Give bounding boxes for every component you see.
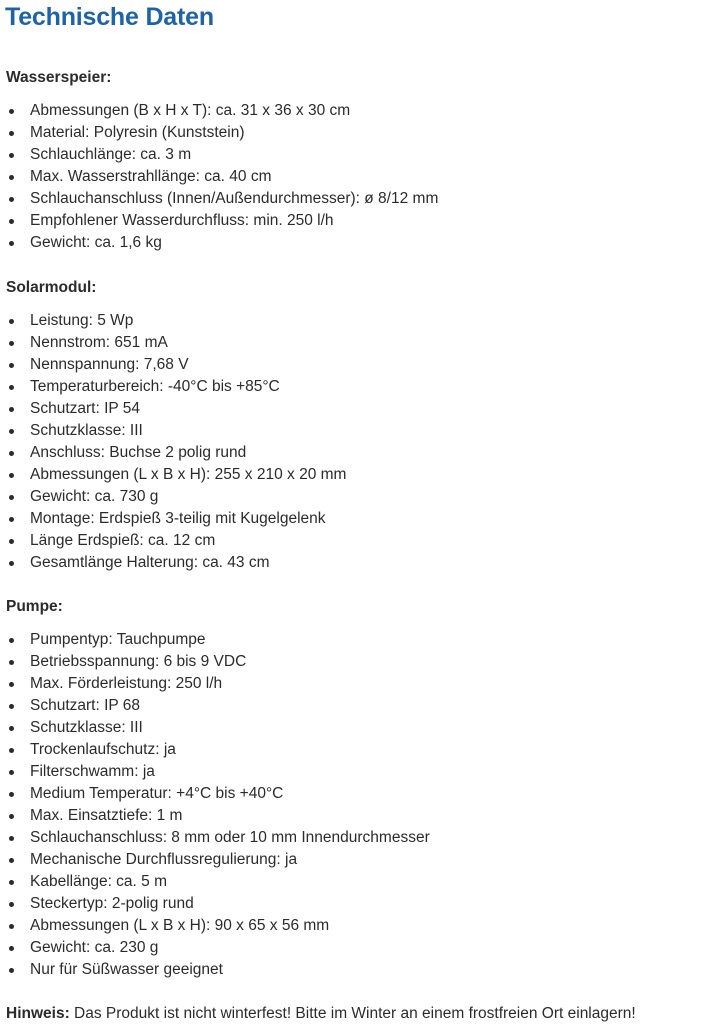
list-item xyxy=(0,122,705,144)
list-item xyxy=(0,310,705,332)
bullet-icon xyxy=(9,319,14,324)
list-item-text: Nennstrom: 651 mA xyxy=(30,334,168,351)
list-item-text: Steckertyp: 2-polig rund xyxy=(30,895,194,912)
list-item xyxy=(0,354,705,376)
list-item-text: Material: Polyresin (Kunststein) xyxy=(30,124,245,141)
list-item xyxy=(0,442,705,464)
list-item-text: Max. Förderleistung: 250 l/h xyxy=(30,675,223,692)
list-item xyxy=(0,144,705,166)
list-item-text: Schlauchanschluss (Innen/Außendurchmesser): ø 8/12 mm xyxy=(30,190,439,207)
section-solarmodul xyxy=(0,277,705,574)
list-item xyxy=(0,893,705,915)
bullet-icon xyxy=(9,770,14,775)
bullet-icon xyxy=(9,682,14,687)
hint-label: Hinweis: xyxy=(6,1005,70,1022)
list-item xyxy=(0,783,705,805)
bullet-icon xyxy=(9,451,14,456)
list-item xyxy=(0,552,705,574)
bullet-icon xyxy=(9,429,14,434)
section-heading: Solarmodul: xyxy=(6,279,97,296)
bullet-icon xyxy=(9,407,14,412)
list-item xyxy=(0,695,705,717)
list-item-text: Trockenlaufschutz: ja xyxy=(30,741,176,758)
list-item xyxy=(0,376,705,398)
bullet-icon xyxy=(9,131,14,136)
list-item xyxy=(0,937,705,959)
list-item xyxy=(0,849,705,871)
list-item xyxy=(0,100,705,122)
bullet-icon xyxy=(9,880,14,885)
list-item-text: Pumpentyp: Tauchpumpe xyxy=(30,631,206,648)
list-item-text: Schutzklasse: III xyxy=(30,719,143,736)
bullet-icon xyxy=(9,704,14,709)
section-pumpe xyxy=(0,596,705,981)
list-item xyxy=(0,871,705,893)
hint-text: Das Produkt ist nicht winterfest! Bitte im Winter an einem frostfreien Ort einlagern! xyxy=(69,1005,636,1022)
bullet-icon xyxy=(9,924,14,929)
bullet-icon xyxy=(9,968,14,973)
list-item xyxy=(0,530,705,552)
bullet-icon xyxy=(9,792,14,797)
list-item-text: Medium Temperatur: +4°C bis +40°C xyxy=(30,785,284,802)
list-item-text: Filterschwamm: ja xyxy=(30,763,155,780)
list-item-text: Schlauchanschluss: 8 mm oder 10 mm Innendurchmesser xyxy=(30,829,430,846)
list-item-text: Montage: Erdspieß 3-teilig mit Kugelgelenk xyxy=(30,510,326,527)
list-item-text: Mechanische Durchflussregulierung: ja xyxy=(30,851,298,868)
bullet-icon xyxy=(9,836,14,841)
bullet-icon xyxy=(9,946,14,951)
bullet-icon xyxy=(9,858,14,863)
list-item-text: Gesamtlänge Halterung: ca. 43 cm xyxy=(30,554,270,571)
bullet-icon xyxy=(9,726,14,731)
list-item xyxy=(0,232,705,254)
section-heading: Wasserspeier: xyxy=(6,69,112,86)
list-item-text: Gewicht: ca. 230 g xyxy=(30,939,159,956)
list-item xyxy=(0,486,705,508)
bullet-icon xyxy=(9,153,14,158)
list-item xyxy=(0,188,705,210)
list-item-text: Abmessungen (L x B x H): 255 x 210 x 20 mm xyxy=(30,466,347,483)
bullet-icon xyxy=(9,473,14,478)
list-item xyxy=(0,464,705,486)
page-title: Technische Daten xyxy=(5,3,214,31)
list-item-text: Max. Einsatztiefe: 1 m xyxy=(30,807,183,824)
hint-note xyxy=(6,1003,636,1025)
list-item xyxy=(0,673,705,695)
bullet-icon xyxy=(9,385,14,390)
section-heading: Pumpe: xyxy=(6,598,63,615)
list-item xyxy=(0,959,705,981)
list-item-text: Länge Erdspieß: ca. 12 cm xyxy=(30,532,216,549)
bullet-icon xyxy=(9,241,14,246)
list-item-text: Schutzart: IP 54 xyxy=(30,400,140,417)
bullet-icon xyxy=(9,175,14,180)
section-wasserspeier xyxy=(0,67,705,254)
bullet-icon xyxy=(9,219,14,224)
list-item-text: Gewicht: ca. 1,6 kg xyxy=(30,234,162,251)
list-item xyxy=(0,210,705,232)
list-item-text: Gewicht: ca. 730 g xyxy=(30,488,159,505)
bullet-icon xyxy=(9,748,14,753)
bullet-icon xyxy=(9,517,14,522)
list-item xyxy=(0,717,705,739)
spec-list xyxy=(0,100,705,254)
bullet-icon xyxy=(9,109,14,114)
list-item-text: Betriebsspannung: 6 bis 9 VDC xyxy=(30,653,247,670)
list-item xyxy=(0,761,705,783)
list-item-text: Max. Wasserstrahllänge: ca. 40 cm xyxy=(30,168,272,185)
bullet-icon xyxy=(9,660,14,665)
list-item-text: Leistung: 5 Wp xyxy=(30,312,134,329)
list-item xyxy=(0,651,705,673)
list-item-text: Temperaturbereich: -40°C bis +85°C xyxy=(30,378,280,395)
list-item xyxy=(0,508,705,530)
list-item xyxy=(0,629,705,651)
bullet-icon xyxy=(9,814,14,819)
bullet-icon xyxy=(9,902,14,907)
bullet-icon xyxy=(9,363,14,368)
list-item-text: Empfohlener Wasserdurchfluss: min. 250 l/h xyxy=(30,212,334,229)
bullet-icon xyxy=(9,561,14,566)
list-item xyxy=(0,805,705,827)
spec-list xyxy=(0,310,705,574)
bullet-icon xyxy=(9,539,14,544)
list-item xyxy=(0,739,705,761)
list-item-text: Nur für Süßwasser geeignet xyxy=(30,961,223,978)
list-item xyxy=(0,398,705,420)
bullet-icon xyxy=(9,341,14,346)
list-item-text: Schlauchlänge: ca. 3 m xyxy=(30,146,192,163)
list-item xyxy=(0,166,705,188)
bullet-icon xyxy=(9,495,14,500)
spec-list xyxy=(0,629,705,981)
list-item xyxy=(0,827,705,849)
list-item-text: Schutzklasse: III xyxy=(30,422,143,439)
list-item xyxy=(0,332,705,354)
list-item xyxy=(0,915,705,937)
list-item-text: Abmessungen (B x H x T): ca. 31 x 36 x 30 cm xyxy=(30,102,351,119)
list-item-text: Abmessungen (L x B x H): 90 x 65 x 56 mm xyxy=(30,917,330,934)
list-item-text: Schutzart: IP 68 xyxy=(30,697,140,714)
bullet-icon xyxy=(9,638,14,643)
list-item-text: Anschluss: Buchse 2 polig rund xyxy=(30,444,247,461)
list-item-text: Nennspannung: 7,68 V xyxy=(30,356,189,373)
list-item-text: Kabellänge: ca. 5 m xyxy=(30,873,168,890)
list-item xyxy=(0,420,705,442)
bullet-icon xyxy=(9,197,14,202)
